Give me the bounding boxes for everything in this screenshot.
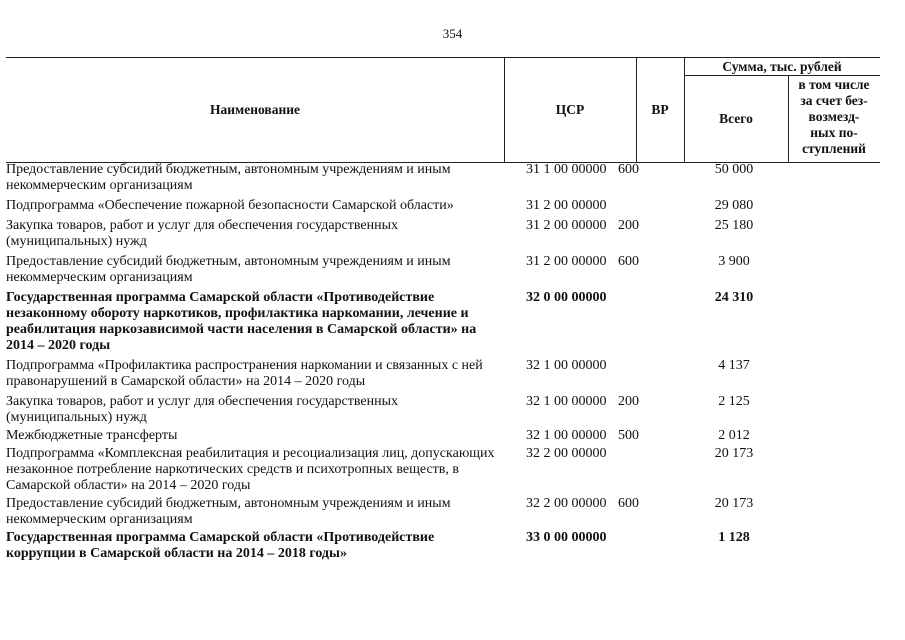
row-csr: 32 1 00 00000 bbox=[526, 358, 607, 373]
row-name: Государственная программа Самарской области «Противодействие коррупции в Самарской области на 2014 – 2018 годы» bbox=[6, 530, 435, 561]
row-name: Закупка товаров, работ и услуг для обеспечения государственных (муниципальных) нужд bbox=[6, 394, 399, 425]
table-row bbox=[6, 254, 880, 286]
table-row bbox=[6, 290, 880, 354]
row-vr: 600 bbox=[618, 254, 639, 269]
row-csr: 32 1 00 00000 bbox=[526, 394, 607, 409]
table-row bbox=[6, 428, 880, 444]
header-vr: ВР bbox=[651, 102, 669, 117]
row-csr: 32 0 00 00000 bbox=[526, 290, 607, 305]
row-name: Подпрограмма «Обеспечение пожарной безопасности Самарской области» bbox=[6, 198, 454, 213]
row-name: Межбюджетные трансферты bbox=[6, 428, 178, 443]
row-total: 2 125 bbox=[718, 394, 750, 409]
header-sum-group: Сумма, тыс. рублей bbox=[722, 58, 842, 74]
row-vr: 600 bbox=[618, 162, 639, 177]
table-row bbox=[6, 446, 880, 494]
row-total: 50 000 bbox=[714, 162, 754, 177]
row-vr: 200 bbox=[618, 218, 639, 233]
row-csr: 32 2 00 00000 bbox=[526, 496, 607, 511]
row-name: Предоставление субсидий бюджетным, автономным учреждениям и иным некоммерческим организациям bbox=[6, 162, 451, 193]
row-csr: 32 2 00 00000 bbox=[526, 446, 607, 461]
table-row bbox=[6, 394, 880, 426]
table-row bbox=[6, 358, 880, 390]
row-total: 3 900 bbox=[718, 254, 750, 269]
row-total: 24 310 bbox=[714, 290, 754, 305]
table-row bbox=[6, 198, 880, 214]
row-name: Предоставление субсидий бюджетным, автономным учреждениям и иным некоммерческим организациям bbox=[6, 254, 451, 285]
row-name: Предоставление субсидий бюджетным, автономным учреждениям и иным некоммерческим организациям bbox=[6, 496, 451, 527]
header-csr: ЦСР bbox=[555, 102, 585, 117]
table-row bbox=[6, 496, 880, 528]
row-csr: 31 2 00 00000 bbox=[526, 198, 607, 213]
row-vr: 600 bbox=[618, 496, 639, 511]
row-csr: 31 2 00 00000 bbox=[526, 218, 607, 233]
header-grants: в том числе за счет без- возмезд- ных по- ступлений bbox=[798, 77, 870, 156]
row-total: 4 137 bbox=[718, 358, 750, 373]
row-total: 2 012 bbox=[718, 428, 750, 443]
table-header bbox=[6, 57, 880, 163]
table-row bbox=[6, 218, 880, 250]
row-name: Государственная программа Самарской области «Противодействие незаконному обороту наркотиков, профилактика наркомании, лечение и реабилитация наркозависимой части населения в Самарской области» на 2014 – 2020 годы bbox=[6, 290, 477, 353]
table-body bbox=[6, 162, 880, 562]
row-csr: 31 1 00 00000 bbox=[526, 162, 607, 177]
row-name: Закупка товаров, работ и услуг для обеспечения государственных (муниципальных) нужд bbox=[6, 218, 399, 249]
row-csr: 31 2 00 00000 bbox=[526, 254, 607, 269]
header-name: Наименование bbox=[210, 102, 300, 117]
table-row bbox=[6, 530, 880, 562]
row-total: 1 128 bbox=[718, 530, 750, 545]
row-csr: 32 1 00 00000 bbox=[526, 428, 607, 443]
table-row bbox=[6, 162, 880, 194]
row-total: 20 173 bbox=[714, 446, 754, 461]
row-vr: 500 bbox=[618, 428, 639, 443]
row-total: 29 080 bbox=[714, 198, 754, 213]
header-total: Всего bbox=[719, 110, 753, 126]
row-csr: 33 0 00 00000 bbox=[526, 530, 607, 545]
row-total: 25 180 bbox=[714, 218, 754, 233]
page-number: 354 bbox=[442, 26, 463, 41]
row-name: Подпрограмма «Профилактика распространения наркомании и связанных с ней правонарушений в Самарской области» на 2014 – 2020 годы bbox=[6, 358, 483, 389]
row-name: Подпрограмма «Комплексная реабилитация и ресоциализация лиц, допускающих незаконное потребление наркотических средств и психотропных веществ, в Самарской области» на 2014 – 2020 годы bbox=[6, 446, 495, 493]
row-total: 20 173 bbox=[714, 496, 754, 511]
row-vr: 200 bbox=[618, 394, 639, 409]
